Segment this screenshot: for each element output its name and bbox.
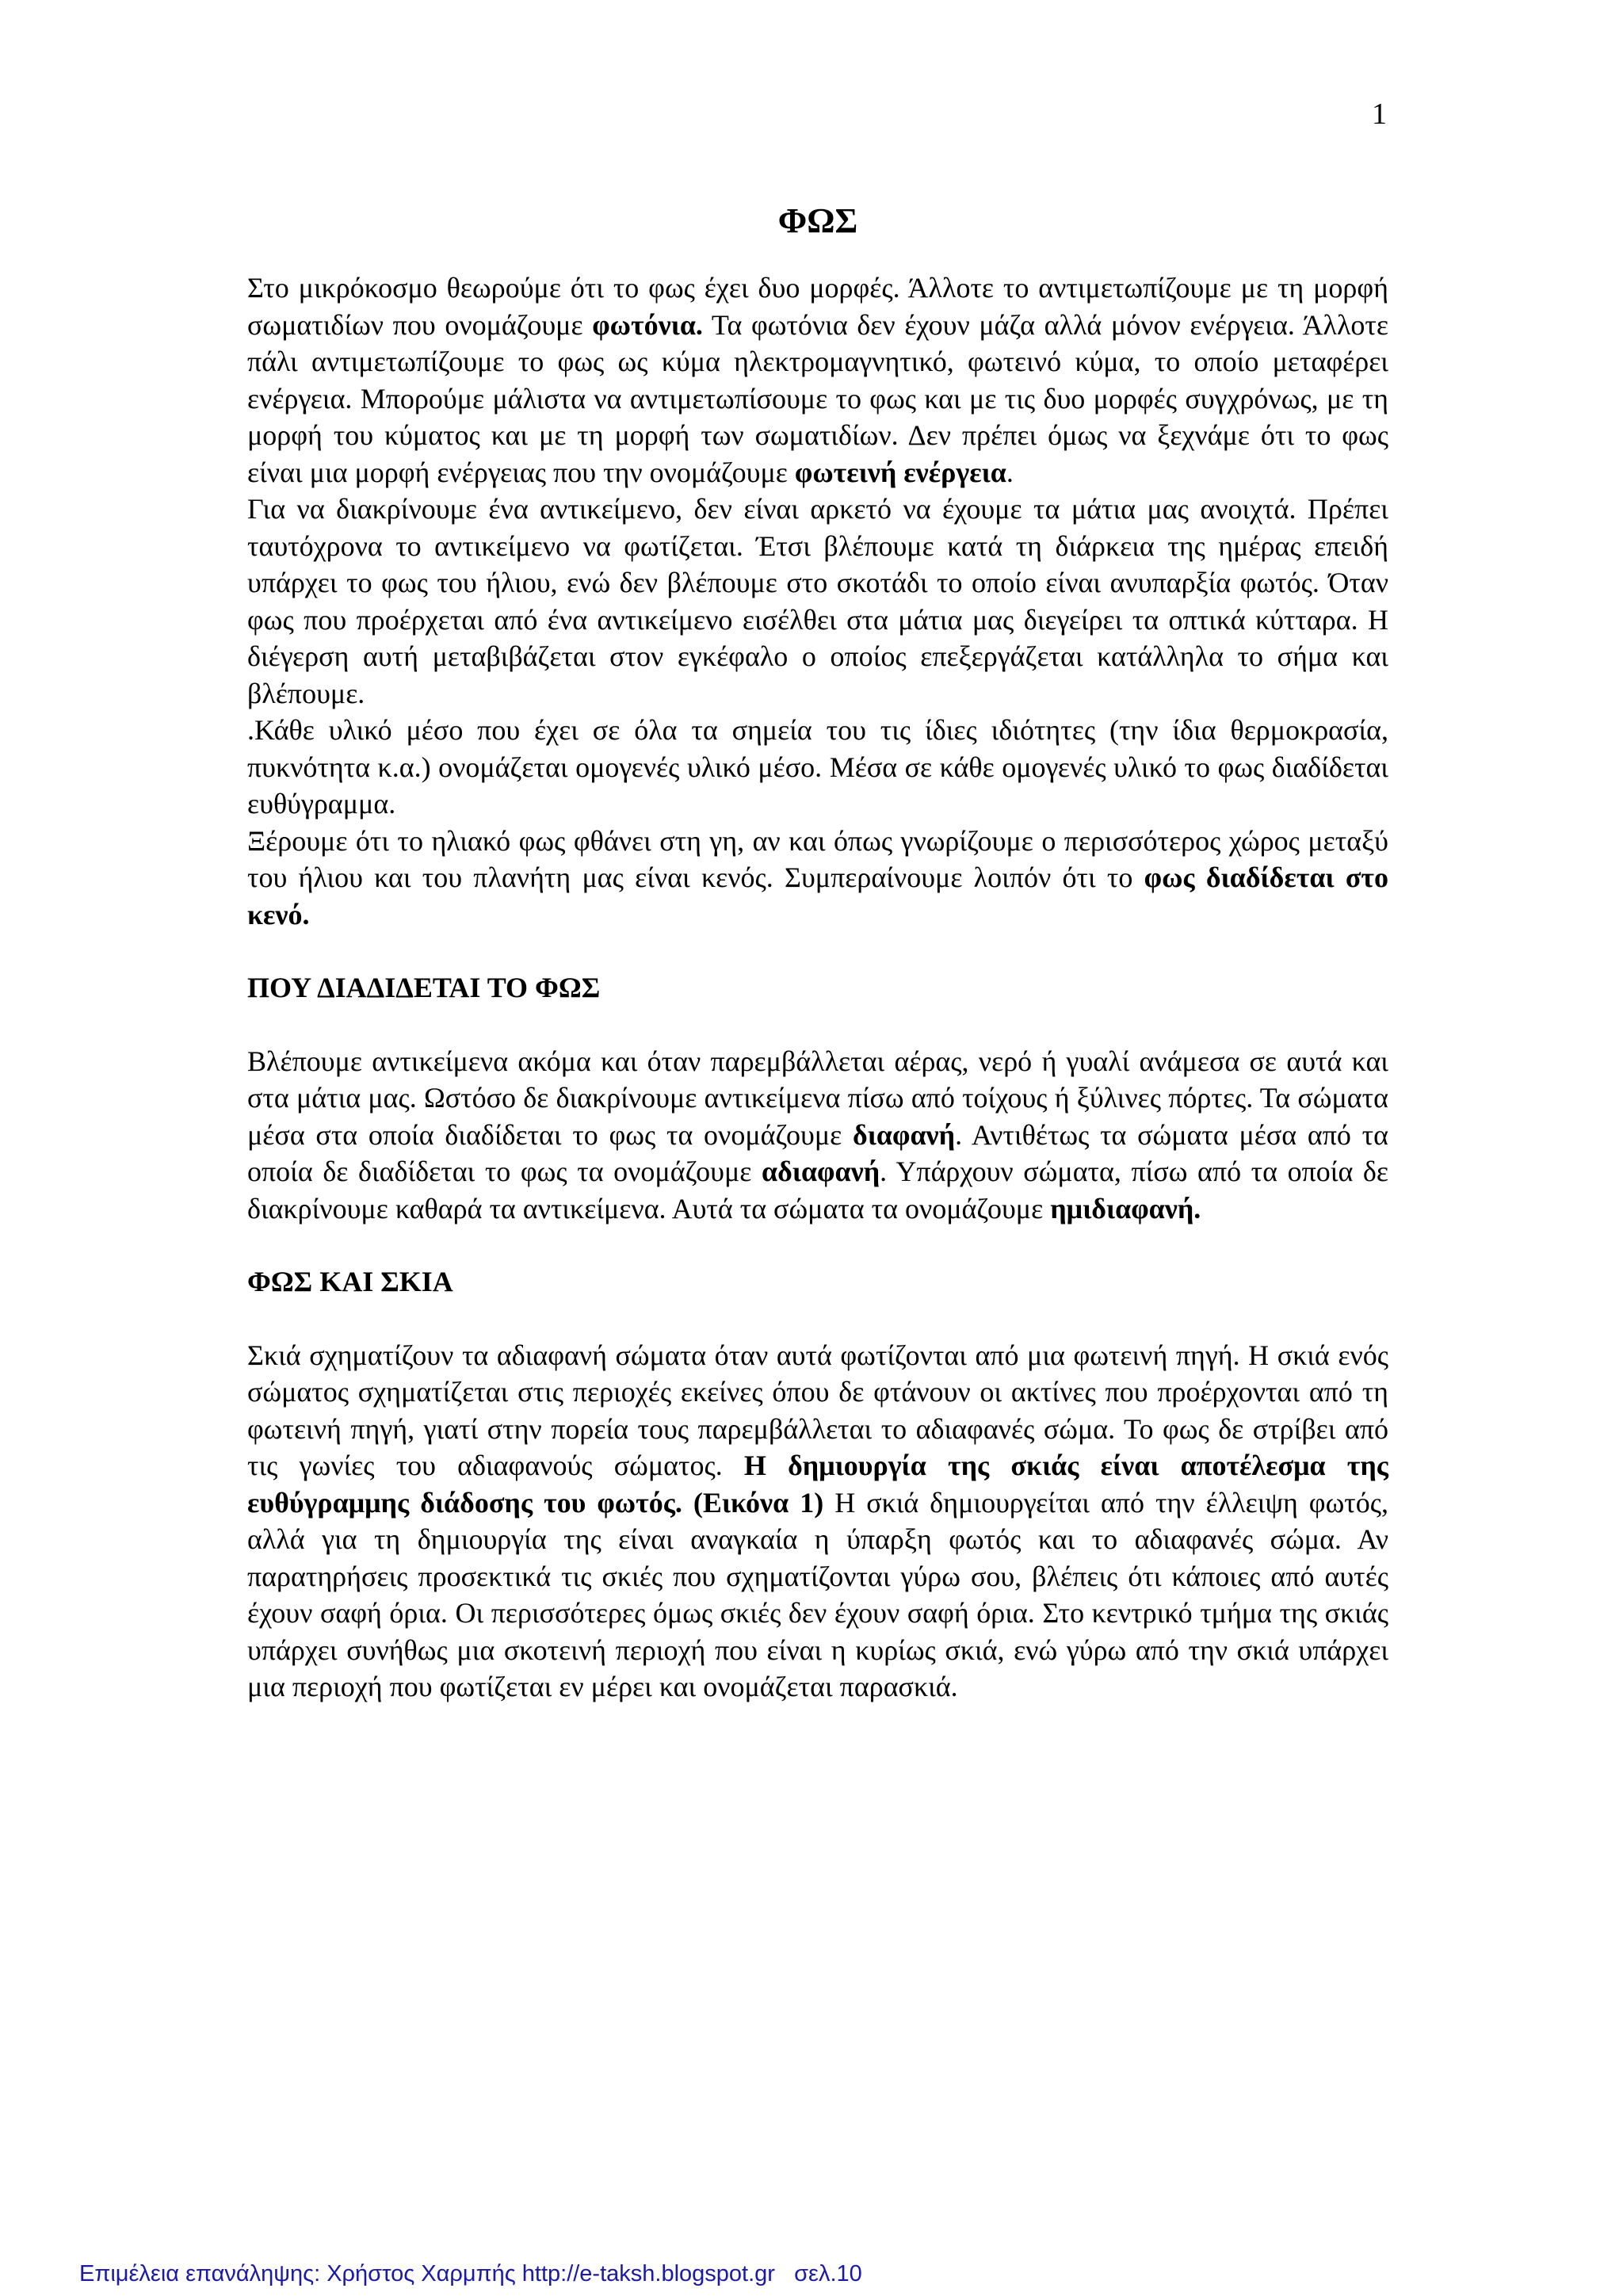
text-run: . Αντιθέτως τα σώματα μέσα από τα οποία δε διαδίδεται το φως τα ονομάζουμε [247,1118,1388,1187]
text-run: Τα φωτόνια δεν έχουν μάζα αλλά μόνον ενέργεια. Άλλοτε πάλι αντιμετωπίζουμε το φως ως κύμα ηλεκτρομαγνητικό, φωτεινό κύμα, το οποίο μεταφέρει ενέργεια. Μπορούμε μάλιστα να αντιμετωπίσουμε το φως και με τις δυο μορφές συγχρόνως, με τη μορφή του κύματος και με τη μορφή των σωματιδίων. Δεν πρέπει όμως να ξεχνάμε ότι το φως είναι μια μορφή ενέργειας που την ονομάζουμε [247,308,1388,488]
bold-term-opaque: αδιαφανή [762,1156,880,1187]
section-heading-shadow: ΦΩΣ ΚΑΙ ΣΚΙΑ [247,1266,453,1297]
page-number: 1 [1372,97,1387,131]
bold-term-light-energy: φωτεινή ενέργεια [794,456,1006,488]
bold-term-vacuum: φως διαδίδεται στο κενό. [247,861,1388,930]
text-run: . Υπάρχουν σώματα, πίσω από τα οποία δε διακρίνουμε καθαρά τα αντικείμενα. Αυτά τα σώματα τα ονομάζουμε [247,1156,1388,1224]
section2-paragraph [247,1337,1388,1706]
intro-paragraph-3: .Κάθε υλικό μέσο που έχει σε όλα τα σημεία του τις ίδιες ιδιότητες (την ίδια θερμοκρασία, πυκνότητα κ.α.) ονομάζεται ομογενές υλικό μέσο. Μέσα σε κάθε ομογενές υλικό το φως διαδίδεται ευθύγραμμα. [247,714,1388,819]
page-footer: Επιμέλεια επανάληψης: Χρήστος Χαρμπής http://e-taksh.blogspot.gr σελ.10 [79,2261,862,2286]
text-run: Στο μικρόκοσμο θεωρούμε ότι το φως έχει δυο μορφές. Άλλοτε το αντιμετωπίζουμε με τη μορφή σωματιδίων που ονομάζουμε [247,272,1388,341]
document-body [247,201,1388,1706]
bold-statement-shadow: Η δημιουργία της σκιάς είναι αποτέλεσμα της ευθύγραμμης διάδοσης του φωτός. (Εικόνα 1) [247,1450,1388,1519]
text-run: . [1006,456,1014,488]
page-title: ΦΩΣ [777,201,858,240]
section-heading-propagation: ΠΟΥ ΔΙΑΔΙΔΕΤΑΙ ΤΟ ΦΩΣ [247,972,601,1003]
text-run: Σκιά σχηματίζουν τα αδιαφανή σώματα όταν αυτά φωτίζονται από μια φωτεινή πηγή. Η σκιά ενός σώματος σχηματίζεται στις περιοχές εκείνες όπου δε φτάνουν οι ακτίνες που προέρχονται από τη φωτεινή πηγή, γιατί στην πορεία τους παρεμβάλλεται το αδιαφανές σώμα. Το φως δε στρίβει από τις γωνίες του αδιαφανούς σώματος. [247,1339,1388,1481]
section1-paragraph [247,1043,1388,1228]
text-run: Η σκιά δημιουργείται από την έλλειψη φωτός, αλλά για τη δημιουργία της είναι αναγκαία η ύπαρξη φωτός και το αδιαφανές σώμα. Αν παρατηρήσεις προσεκτικά τις σκιές που σχηματίζονται γύρω σου, βλέπεις ότι κάποιες από αυτές έχουν σαφή όρια. Οι περισσότερες όμως σκιές δεν έχουν σαφή όρια. Στο κεντρικό τμήμα της σκιάς υπάρχει συνήθως μια σκοτεινή περιοχή που είναι η κυρίως σκιά, ενώ γύρω από την σκιά υπάρχει μια περιοχή που φωτίζεται εν μέρει και ονομάζεται παρασκιά. [247,1486,1389,1702]
text-run: Ξέρουμε ότι το ηλιακό φως φθάνει στη γη, αν και όπως γνωρίζουμε ο περισσότερος χώρος μεταξύ του ήλιου και του πλανήτη μας είναι κενός. Συμπεραίνουμε λοιπόν ότι το [247,824,1388,893]
bold-term-photons: φωτόνια. [592,308,703,341]
bold-term-transparent: διαφανή [853,1118,956,1151]
text-run: Βλέπουμε αντικείμενα ακόμα και όταν παρεμβάλλεται αέρας, νερό ή γυαλί ανάμεσα σε αυτά και στα μάτια μας. Ωστόσο δε διακρίνουμε αντικείμενα πίσω από τοίχους ή ξύλινες πόρτες. Τα σώματα μέσα στα οποία διαδίδεται το φως τα ονομάζουμε [247,1045,1388,1151]
intro-paragraph-1 [247,269,1388,491]
intro-paragraph-2: Για να διακρίνουμε ένα αντικείμενο, δεν είναι αρκετό να έχουμε τα μάτια μας ανοιχτά. Πρέπει ταυτόχρονα το αντικείμενο να φωτίζεται. Έτσι βλέπουμε κατά τη διάρκεια της ημέρας επειδή υπάρχει το φως του ήλιου, ενώ δεν βλέπουμε στο σκοτάδι το οποίο είναι ανυπαρξία φωτός. Όταν φως που προέρχεται από ένα αντικείμενο εισέλθει στα μάτια μας διεγείρει τα οπτικά κύτταρα. Η διέγερση αυτή μεταβιβάζεται στον εγκέφαλο ο οποίος επεξεργάζεται κατάλληλα το σήμα και βλέπουμε. [247,493,1388,709]
intro-paragraph-4 [247,823,1388,934]
bold-term-translucent: ημιδιαφανή. [1050,1192,1201,1224]
